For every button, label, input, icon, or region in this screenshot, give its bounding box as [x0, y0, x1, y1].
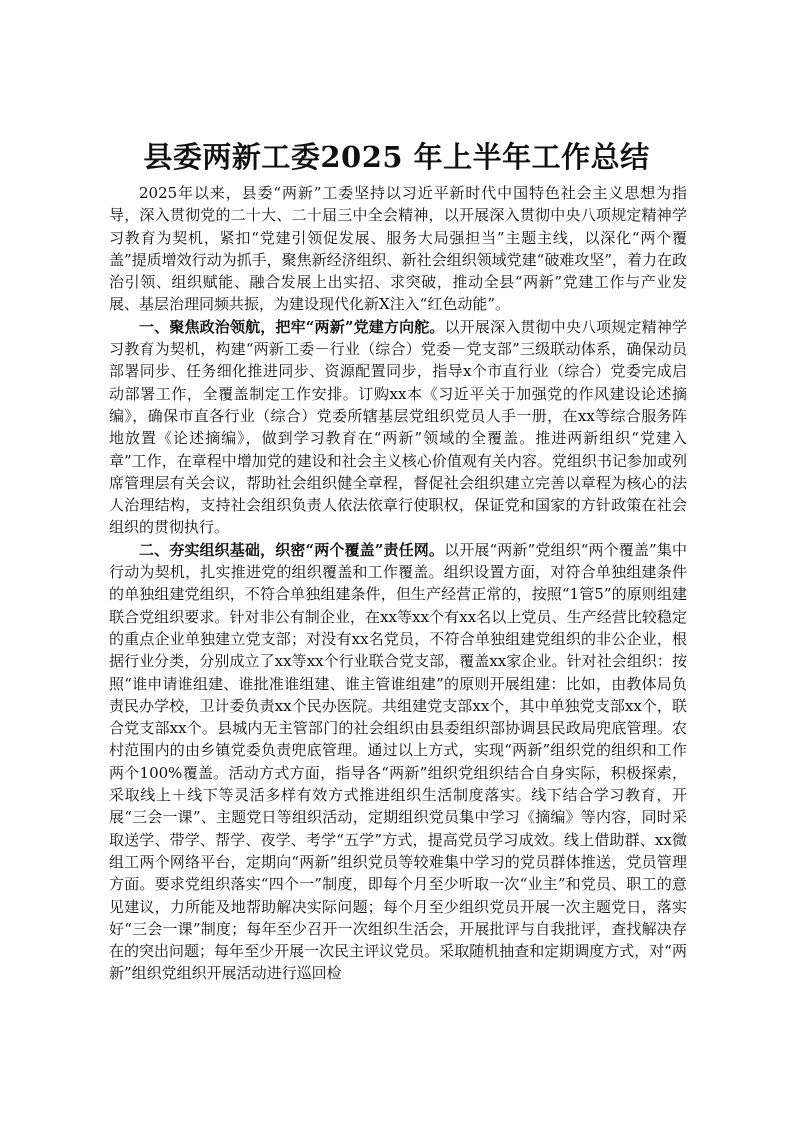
document-body — [109, 182, 687, 985]
section-2-heading: 二、夯实组织基础，织密“两个覆盖”责任网。 — [139, 540, 445, 559]
section-2-paragraph — [109, 539, 687, 985]
intro-paragraph: 2025年以来，县委“两新”工委坚持以习近平新时代中国特色社会主义思想为指导，深入贯彻党的二十大、二十届三中全会精神，以开展深入贯彻中央八项规定精神学习教育为契机，紧扣“党建引领促发展、服务大局强担当”主题主线，以深化“两个覆盖”提质增效行动为抓手，聚焦新经济组织、新社会组织领域党建“破难攻坚”，着力在政治引领、组织赋能、融合发展上出实招、求突破，推动全县“两新”党建工作与产业发展、基层治理同频共振，为建设现代化新X注入“红色动能”。 — [109, 184, 688, 314]
section-1-heading: 一、聚焦政治领航，把牢“两新”党建方向舵。 — [139, 317, 445, 336]
section-2-body: 以开展“两新”党组织“两个覆盖”集中行动为契机，扎实推进党的组织覆盖和工作覆盖。组织设置方面，对符合单独组建条件的单独组建党组织，不符合单独组建条件，但生产经营正常的，按照“1管5”的原则组建联合党组织要求。针对非公有制企业，在xx等xx个有xx名以上党员、生产经营比较稳定的重点企业单独建立党支部；对没有xx名党员，不符合单独组建党组织的非公企业，根据行业分类，分别成立了xx等xx个行业联合党支部，覆盖xx家企业。针对社会组织：按照“谁申请谁组建、谁批准谁组建、谁主管谁组建”的原则开展组建：比如，由教体局负责民办学校，卫计委负责xx个民办医院。共组建党支部xx个，其中单独党支部xx个，联合党支部xx个。县城内无主管部门的社会组织由县委组织部协调县民政局兜底管理。农村范围内的由乡镇党委负责兜底管理。通过以上方式，实现“两新”组织党的组织和工作两个100%覆盖。活动方式方面，指导各“两新”组织党组织结合自身实际，积极探索，采取线上＋线下等灵活多样有效方式推进组织生活制度落实。线下结合学习教育，开展“三会一课”、主题党日等组织活动，定期组织党员集中学习《摘编》等内容，同时采取送学、带学、帮学、夜学、考学“五学”方式，提高党员学习成效。线上借助群、xx微组工两个网络平台，定期向“两新”组织党员等较难集中学习的党员群体推送，党员管理方面。要求党组织落实“四个一”制度，即每个月至少听取一次“业主”和党员、职工的意见建议，力所能及地帮助解决实际问题；每个月至少组织党员开展一次主题党日，落实好“三会一课”制度；每年至少召开一次组织生活会，开展批评与自我批评，查找解决存在的突出问题；每年至少开展一次民主评议党员。采取随机抽查和定期调度方式，对“两新”组织党组织开展活动进行巡回检 — [109, 540, 687, 983]
section-1-body: 以开展深入贯彻中央八项规定精神学习教育为契机，构建“两新工委－行业（综合）党委－党支部”三级联动体系，确保动员部署同步、任务细化推进同步、资源配置同步，指导x个市直行业（综合）党委完成启动部署工作，全覆盖制定工作安排。订购xx本《习近平关于加强党的作风建设论述摘编》，确保市直各行业（综合）党委所辖基层党组织党员人手一册，在xx等综合服务阵地放置《论述摘编》，做到学习教育在“两新”领域的全覆盖。推进两新组织“党建入章”工作，在章程中增加党的建设和社会主义核心价值观有关内容。党组织书记参加或列席管理层有关会议，帮助社会组织健全章程，督促社会组织建立完善以章程为核心的法人治理结构，支持社会组织负责人依法依章行使职权，保证党和国家的方针政策在社会组织的贯彻执行。 — [109, 317, 687, 537]
section-1-paragraph — [109, 316, 687, 539]
document-title: 县委两新工委2025 年上半年工作总结 — [143, 140, 650, 174]
